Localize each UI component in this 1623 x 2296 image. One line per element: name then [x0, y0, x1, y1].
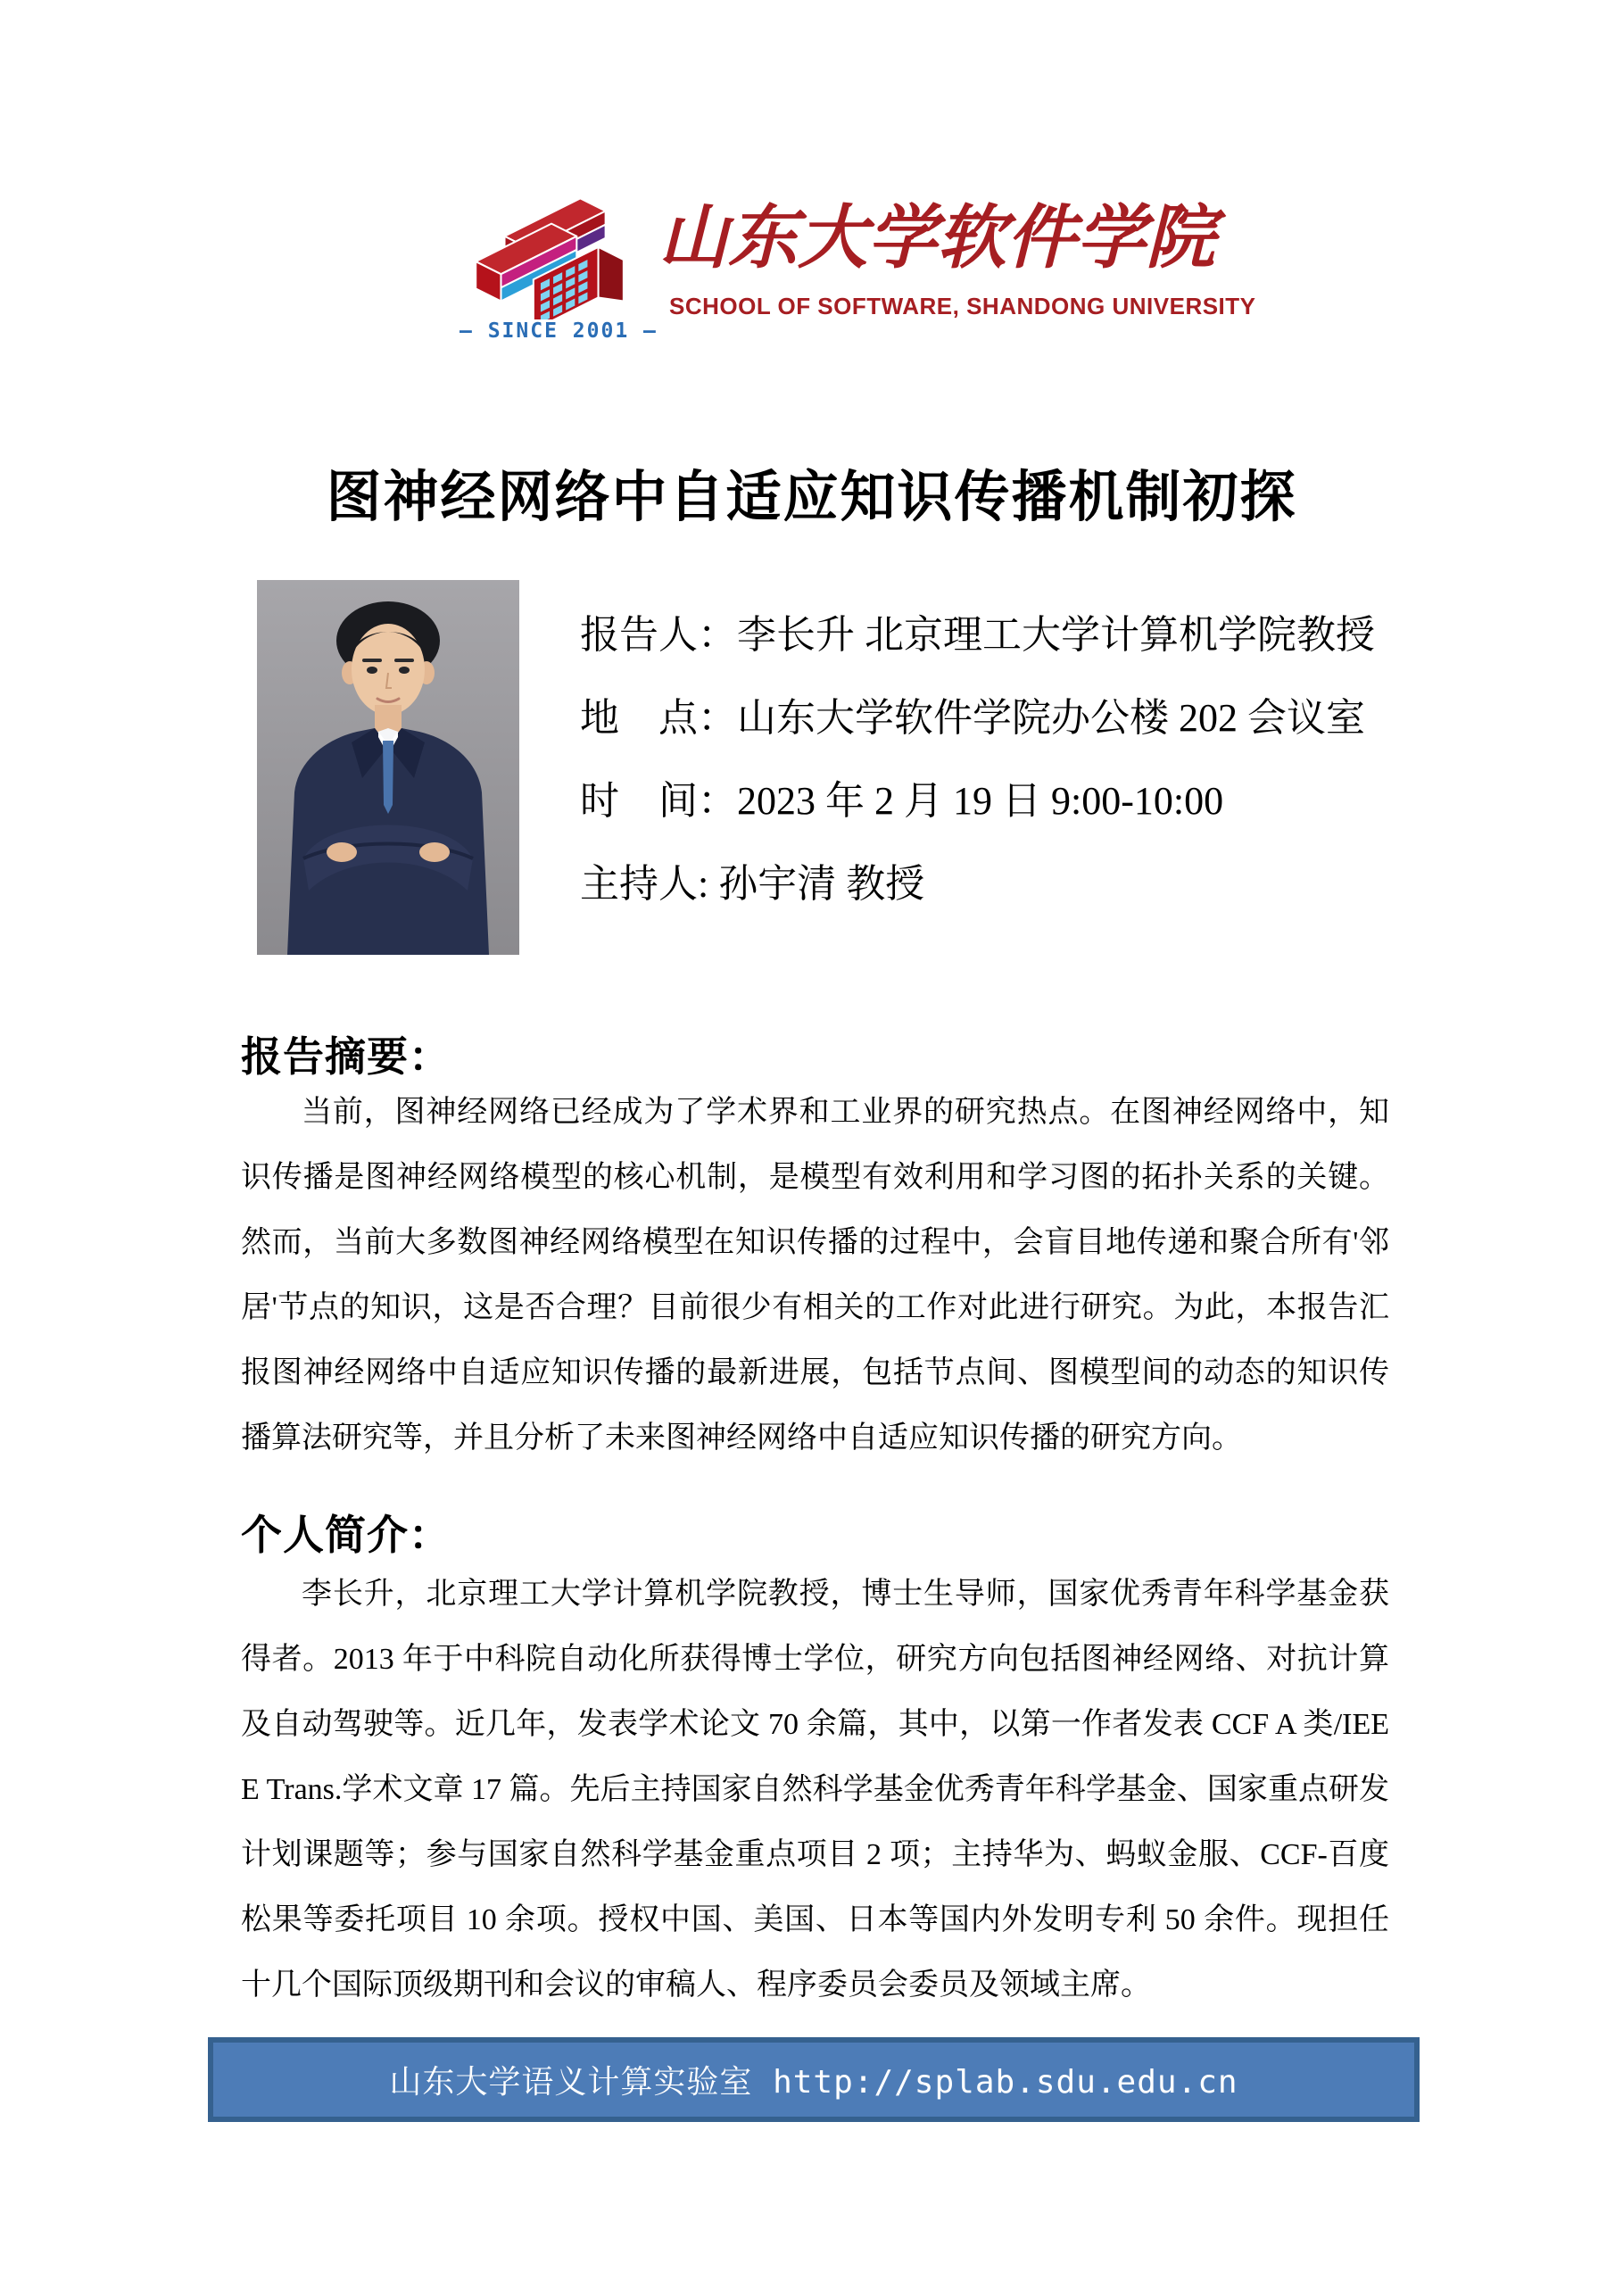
talk-title: 图神经网络中自适应知识传播机制初探 [326, 467, 1297, 528]
school-logo [451, 189, 1256, 368]
footer-bar [208, 2037, 1420, 2122]
speaker-photo [257, 580, 519, 955]
info-line-time: 时 间：2023 年 2 月 19 日 9:00-10:00 [580, 778, 1224, 823]
logo-cn-title: 山东大学软件学院 [658, 197, 1216, 278]
bio-text: 李长升，北京理工大学计算机学院教授，博士生导师，国家优秀青年科学基金获得者。2013 年于中科院自动化所获得博士学位，研究方向包括图神经网络、对抗计算及自动驾驶等。近几年，发表学术论文 70 余篇，其中，以第一作者发表 CCF A 类/IEEE Trans.学术文章 17 篇。先后主持国家自然科学基金优秀青年科学基金、国家重点研发计划课题等；参与国家自然科学基金重点项目 2 项；主持华为、蚂蚁金服、CCF-百度松果等委托项目 10 余项。授权中国、美国、日本等国内外发明专利 50 余件。现担任十几个国际顶级期刊和会议的审稿人、程序委员会委员及领域主席。 [241, 1578, 1389, 2002]
logo-en-title: SCHOOL OF SOFTWARE, SHANDONG UNIVERSITY [669, 293, 1256, 319]
info-line-speaker: 报告人：李长升 北京理工大学计算机学院教授 [580, 612, 1375, 657]
info-line-host: 主持人: 孙宇清 教授 [580, 861, 925, 906]
logo-since-label: — SINCE 2001 — [460, 319, 658, 343]
talk-info-list [580, 589, 1437, 921]
footer-lab-credit: 山东大学语义计算实验室 http://splab.sdu.edu.cn [389, 2064, 1238, 2101]
abstract-heading: 报告摘要： [241, 1033, 451, 1080]
bio-heading: 个人简介： [241, 1512, 451, 1558]
info-line-location: 地 点：山东大学软件学院办公楼 202 会议室 [580, 695, 1365, 740]
abstract-text: 当前，图神经网络已经成为了学术界和工业界的研究热点。在图神经网络中，知识传播是图神经网络模型的核心机制，是模型有效利用和学习图的拓扑关系的关键。然而，当前大多数图神经网络模型在知识传播的过程中，会盲目地传递和聚合所有'邻居'节点的知识，这是否合理？目前很少有相关的工作对此进行研究。为此，本报告汇报图神经网络中自适应知识传播的最新进展，包括节点间、图模型间的动态的知识传播算法研究等，并且分析了未来图神经网络中自适应知识传播的研究方向。 [241, 1096, 1389, 1455]
school-building-icon [458, 193, 638, 319]
